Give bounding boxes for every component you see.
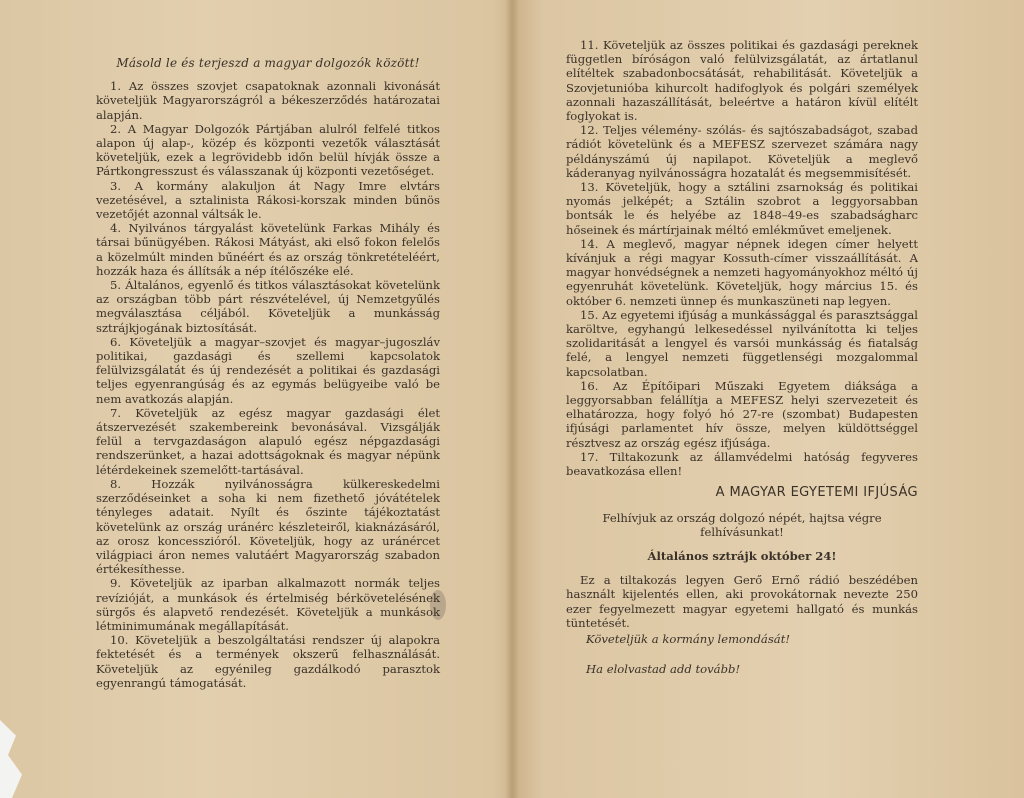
torn-corner bbox=[0, 720, 40, 798]
left-column bbox=[96, 56, 440, 690]
demand-point: 12. Teljes vélemény- szólás- és sajtószabadságot, szabad rádiót követelünk és a MEFESZ szervezet számára nagy példányszámú új napilapot. Követeljük a meglevő káderanyag nyilvánosságra hozatalát és megsemmisítését. bbox=[566, 123, 918, 180]
demand-point: 17. Tiltakozunk az államvédelmi hatóság fegyveres beavatkozása ellen! bbox=[566, 449, 918, 479]
pass-it-on-line: Ha elolvastad add tovább! bbox=[586, 662, 741, 677]
demand-point: 10. Követeljük a beszolgáltatási rendszer új alapokra fektetését és a termények okszerű felhasználását. Követeljük az egyénileg gazdálkodó parasztok egyenrangú támogatását. bbox=[96, 633, 440, 690]
signature: A MAGYAR EGYETEMI IFJÚSÁG bbox=[715, 485, 918, 501]
demand-point: 6. Követeljük a magyar–szovjet és magyar–jugoszláv politikai, gazdasági és szellemi kapcsolatok felülvizsgálatát és új rendezését a politikai és gazdasági teljes egyenrangúság és az egymás belügyeibe való be nem avatkozás alapján. bbox=[96, 334, 440, 406]
demand-point: 14. A meglevő, magyar népnek idegen címer helyett kívánjuk a régi magyar Kossuth-címer visszaállítását. A magyar honvédségnek a nemzeti hagyományokhoz méltó új egyenruhát követelünk. Követeljük, hogy március 15. és október 6. nemzeti ünnep és munkaszüneti nap legyen. bbox=[566, 236, 918, 308]
demand-point: 2. A Magyar Dolgozók Pártjában alulról felfelé titkos alapon új alap-, közép és központi vezetők választását követeljük, ezek a legrövidebb időn belül hívják össze a Pártkongresszust és válasszanak új központi vezetőséget. bbox=[96, 121, 440, 179]
protest-paragraph: Ez a tiltakozás legyen Gerő Ernő rádió beszédében használt kijelentés ellen, aki provokátornak nevezte 250 ezer fegyelmezett magyar egyetemi hallgató és munkás tüntetését. bbox=[566, 573, 918, 630]
right-column bbox=[566, 38, 918, 676]
call-to-action: Felhívjuk az ország dolgozó népét, hajtsa végre felhívásunkat! bbox=[602, 510, 882, 539]
demand-point: 5. Általános, egyenlő és titkos választásokat követelünk az országban több párt részvételével, új Nemzetgyűlés megválasztása céljából. Követeljük a munkásság sztrájkjogának biztosítását. bbox=[96, 278, 440, 335]
demand-point: 8. Hozzák nyilvánosságra külkereskedelmi szerződéseinket a soha ki nem fizethető jóvátételek tényleges adatait. Nyílt és őszinte tájékoztatást követelünk az ország uránérc készleteiről, kiaknázásáról, az orosz koncesszióról. Követeljük, hogy az uránércet világpiaci áron nemes valutáért Magyarország szabadon értékesíthesse. bbox=[96, 476, 440, 577]
strike-announcement: Általános sztrájk október 24! bbox=[647, 548, 837, 563]
demand-point: 13. Követeljük, hogy a sztálini zsarnokság és politikai nyomás jelképét; a Sztálin szobrot a leggyorsabban bontsák le és helyébe az 1848–49-es szabadságharc hőseinek és mártírjainak méltó emlékművet emeljenek. bbox=[566, 180, 918, 237]
demand-point: 4. Nyilvános tárgyalást követelünk Farkas Mihály és társai bűnügyében. Rákosi Mátyást, aki első fokon felelős a közelmúlt minden bűnéért és az ország tönkretételéért, hozzák haza és állítsák a nép ítélőszéke elé. bbox=[96, 221, 440, 278]
page-fold bbox=[505, 0, 519, 798]
demand-point: 11. Követeljük az összes politikai és gazdasági pereknek független bíróságon való felülvizsgálatát, az ártatlanul elítéltek szabadonbocsátását, rehabilitását. Követeljük a Szovjetunióba kihurcolt hadifoglyok és polgári személyek azonnali hazaszállítását, beleértve a határon kívül elítélt foglyokat is. bbox=[566, 38, 918, 124]
demand-point: 1. Az összes szovjet csapatoknak azonnali kivonását követeljük Magyarországról a békeszerződés határozatai alapján. bbox=[96, 79, 440, 122]
demand-point: 7. Követeljük az egész magyar gazdasági élet átszervezését szakembereink bevonásával. Vizsgálják felül a tervgazdaságon alapuló egész népgazdasági rendszerünket, a hazai adottságoknak és magyar népünk létérdekeinek szemelőtt-tartásával. bbox=[96, 405, 440, 477]
demand-point: 9. Követeljük az iparban alkalmazott normák teljes revízióját, a munkások és értelmiség bérkövetelésének sürgős és alapvető rendezését. Követeljük a munkások létminimumának megállapítását. bbox=[96, 576, 440, 633]
motto: Másold le és terjeszd a magyar dolgozók között! bbox=[116, 56, 420, 70]
demand-point: 16. Az Építőipari Műszaki Egyetem diáksága a leggyorsabban felállítja a MEFESZ helyi szervezeteit és elhatározza, hogy folyó hó 27-re (szombat) Budapesten ifjúsági parlamentet hív össze, melyen küldöttséggel résztvesz az ország egész ifjúsága. bbox=[566, 378, 918, 450]
demand-point: 3. A kormány alakuljon át Nagy Imre elvtárs vezetésével, a sztalinista Rákosi-korszak minden bűnös vezetőjét azonnal váltsák le. bbox=[96, 178, 440, 222]
demand-point: 15. Az egyetemi ifjúság a munkássággal és parasztsággal karöltve, egyhangú lelkesedéssel nyilvánította ki teljes szolidaritását a lengyel és varsói munkásság és fiatalság felé, a lengyel nemzeti függetlenségi mozgalommal kapcsolatban. bbox=[566, 307, 918, 379]
government-resignation-demand: Követeljük a kormány lemondását! bbox=[586, 631, 791, 646]
